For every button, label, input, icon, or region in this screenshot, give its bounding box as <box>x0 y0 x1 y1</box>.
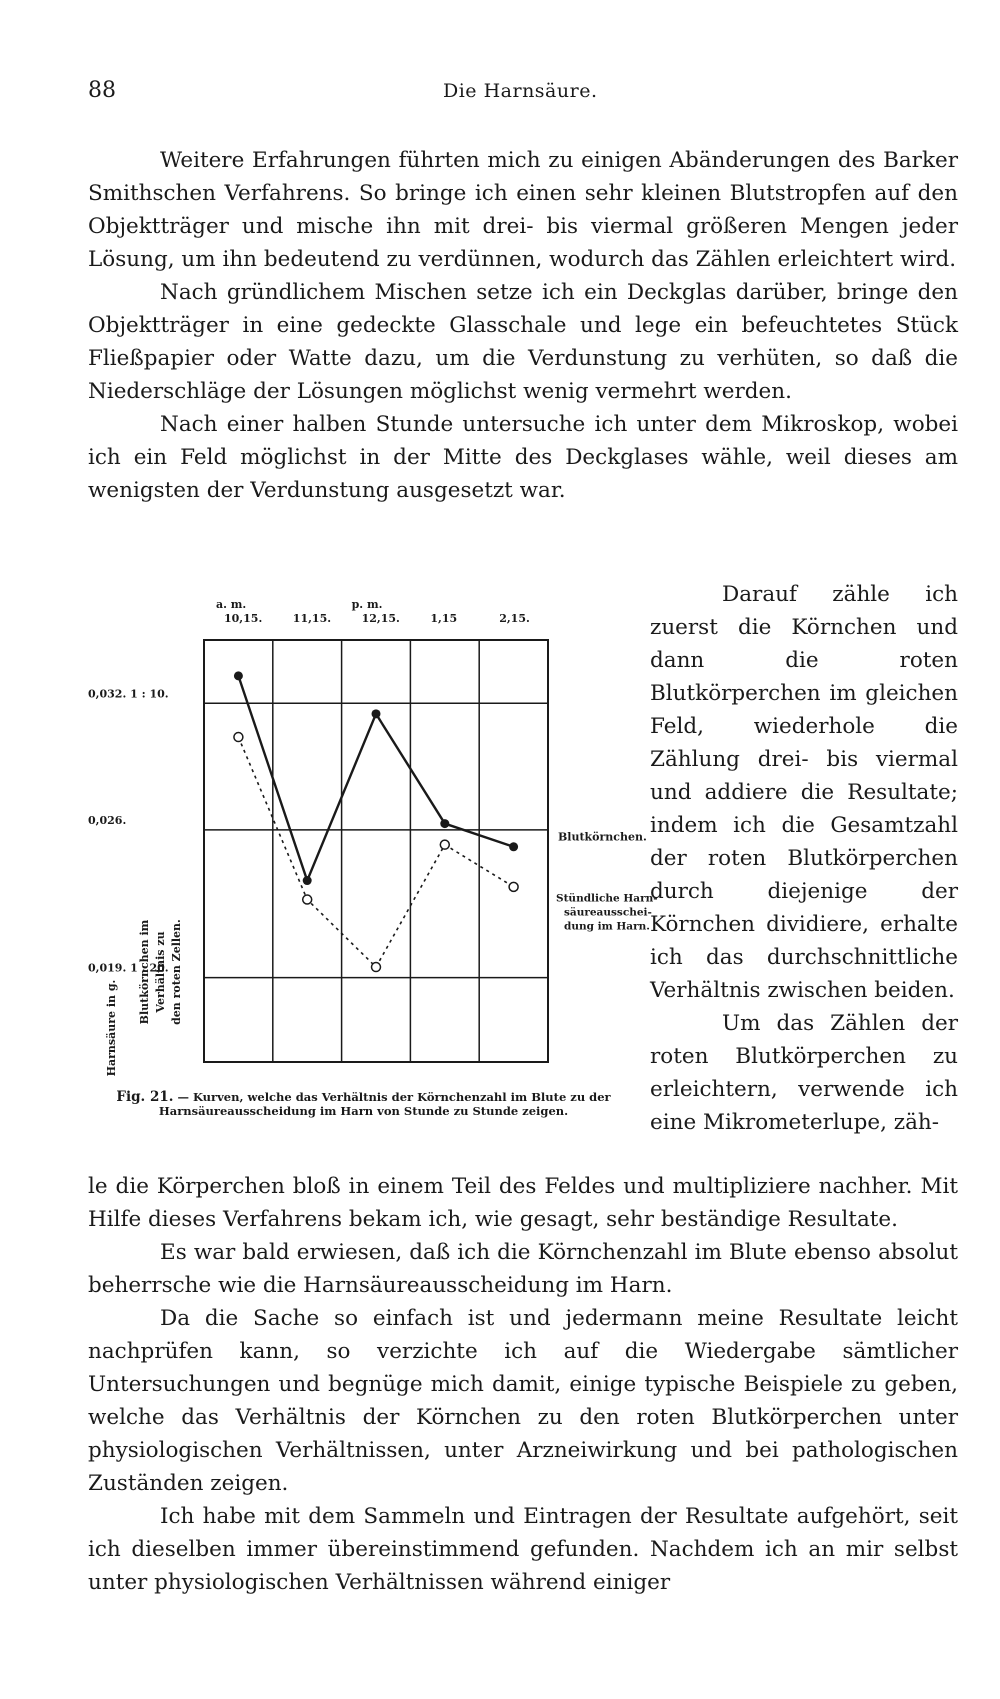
y-tick-label: 0,019. 1 : 20. <box>88 961 169 975</box>
data-point-blutkoernchen <box>509 842 518 851</box>
figure-caption-text: — Kurven, welche das Verhältnis der Körnchenzahl im Blute zu der Harnsäureausscheidung im Harn von Stunde zu Stunde zeigen. <box>158 1090 611 1118</box>
y-axis-label-blutkoernchen: Blutkörnchen im <box>138 919 151 1025</box>
x-tick-label: 10,15. <box>224 612 263 625</box>
y-axis-label-harnsaeure: Harnsäure in g. <box>105 979 118 1077</box>
meridiem-label-pm: p. m. <box>351 598 383 611</box>
body-text-bottom <box>88 1170 958 1599</box>
data-point-harnsaeure <box>234 733 243 742</box>
data-point-blutkoernchen <box>303 876 312 885</box>
paragraph: le die Körperchen bloß in einem Teil des Feldes und multipliziere nachher. Mit Hilfe dieses Verfahrens bekam ich, wie gesagt, sehr beständige Resultate. <box>88 1174 958 1232</box>
figure-caption <box>86 1090 641 1118</box>
chart-series <box>234 671 518 971</box>
x-tick-label: 2,15. <box>499 612 530 625</box>
data-point-blutkoernchen <box>372 709 381 718</box>
data-point-harnsaeure <box>303 895 312 904</box>
x-tick-label: 11,15. <box>292 612 332 625</box>
x-tick-label: 1,15 <box>430 612 458 625</box>
data-point-harnsaeure <box>440 840 449 849</box>
chart-labels <box>88 598 658 1076</box>
chart-svg <box>86 590 658 1130</box>
page-number: 88 <box>88 78 116 103</box>
running-title: Die Harnsäure. <box>443 80 598 102</box>
y-axis-label-blutkoernchen: den roten Zellen. <box>170 919 183 1025</box>
figure-caption-lead: Fig. 21. <box>116 1089 174 1105</box>
paragraph: Da die Sache so einfach ist und jedermann meine Resultate leicht nachprüfen kann, so verzichte ich auf die Wiedergabe sämtlicher Untersuchungen und begnüge mich damit, einige typische Beispiele zu geben, welche das Verhältnis der Körnchen zu den roten Blutkörperchen unter physiologischen Verhältnissen, unter Arzneiwirkung und bei pathologischen Zuständen zeigen. <box>88 1306 958 1496</box>
series-line-blutkoernchen <box>238 676 513 881</box>
paragraph: Es war bald erwiesen, daß ich die Körnchenzahl im Blute ebenso absolut beherrsche wie die Harnsäureausscheidung im Harn. <box>88 1240 958 1298</box>
body-text-side <box>650 578 958 1139</box>
paragraph: Darauf zähle ich zuerst die Körnchen und dann die roten Blutkörperchen im gleichen Feld, wiederhole die Zählung drei- bis viermal und addiere die Resultate; indem ich die Gesamtzahl der roten Blutkörperchen durch diejenige der Körnchen dividiere, erhalte ich das durchschnittliche Verhältnis zwischen beiden. <box>650 582 958 1003</box>
meridiem-label-am: a. m. <box>216 598 247 611</box>
paragraph: Nach gründlichem Mischen setze ich ein Deckglas darüber, bringe den Objektträger in eine gedeckte Glasschale und lege ein befeuchtetes Stück Fließpapier oder Watte dazu, um die Verdunstung zu verhüten, so daß die Niederschläge der Lösungen möglichst wenig vermehrt werden. <box>88 280 958 404</box>
legend-label-line: dung im Harn. <box>564 920 650 933</box>
data-point-harnsaeure <box>372 963 381 972</box>
figure-21 <box>86 590 658 1130</box>
y-axis-label-blutkoernchen: Verhältnis zu <box>154 931 167 1013</box>
y-tick-label: 0,026. <box>88 813 127 827</box>
body-text-top <box>88 144 958 507</box>
paragraph: Weitere Erfahrungen führten mich zu einigen Abänderungen des Barker Smithschen Verfahrens. So bringe ich einen sehr kleinen Blutstropfen auf den Objektträger und mische ihn mit drei- bis viermal größeren Mengen jeder Lösung, um ihn bedeutend zu verdünnen, wodurch das Zählen erleichtert wird. <box>88 148 958 272</box>
legend-label-line: Stündliche Harn- <box>556 892 658 905</box>
paragraph: Um das Zählen der roten Blutkörperchen zu erleichtern, verwende ich eine Mikrometerlupe, zäh- <box>650 1011 958 1135</box>
paragraph: Nach einer halben Stunde untersuche ich unter dem Mikroskop, wobei ich ein Feld möglichst in der Mitte des Deckglases wähle, weil dieses am wenigsten der Verdunstung ausgesetzt war. <box>88 412 958 503</box>
legend-label-blutkoernchen: Blutkörnchen. <box>558 830 647 844</box>
x-tick-label: 12,15. <box>361 612 400 625</box>
legend-label-harnsaeure <box>556 893 658 933</box>
data-point-blutkoernchen <box>440 819 449 828</box>
y-tick-label: 0,032. 1 : 10. <box>88 687 169 701</box>
page-header <box>88 78 958 108</box>
series-line-harnsaeure <box>238 737 513 967</box>
legend-label-line: säureausschei- <box>564 906 652 919</box>
data-point-blutkoernchen <box>234 671 243 680</box>
data-point-harnsaeure <box>509 882 518 891</box>
chart-grid <box>204 640 548 1062</box>
paragraph: Ich habe mit dem Sammeln und Eintragen der Resultate aufgehört, seit ich dieselben immer übereinstimmend gefunden. Nachdem ich an mir selbst unter physiologischen Verhältnissen während einiger <box>88 1504 958 1595</box>
